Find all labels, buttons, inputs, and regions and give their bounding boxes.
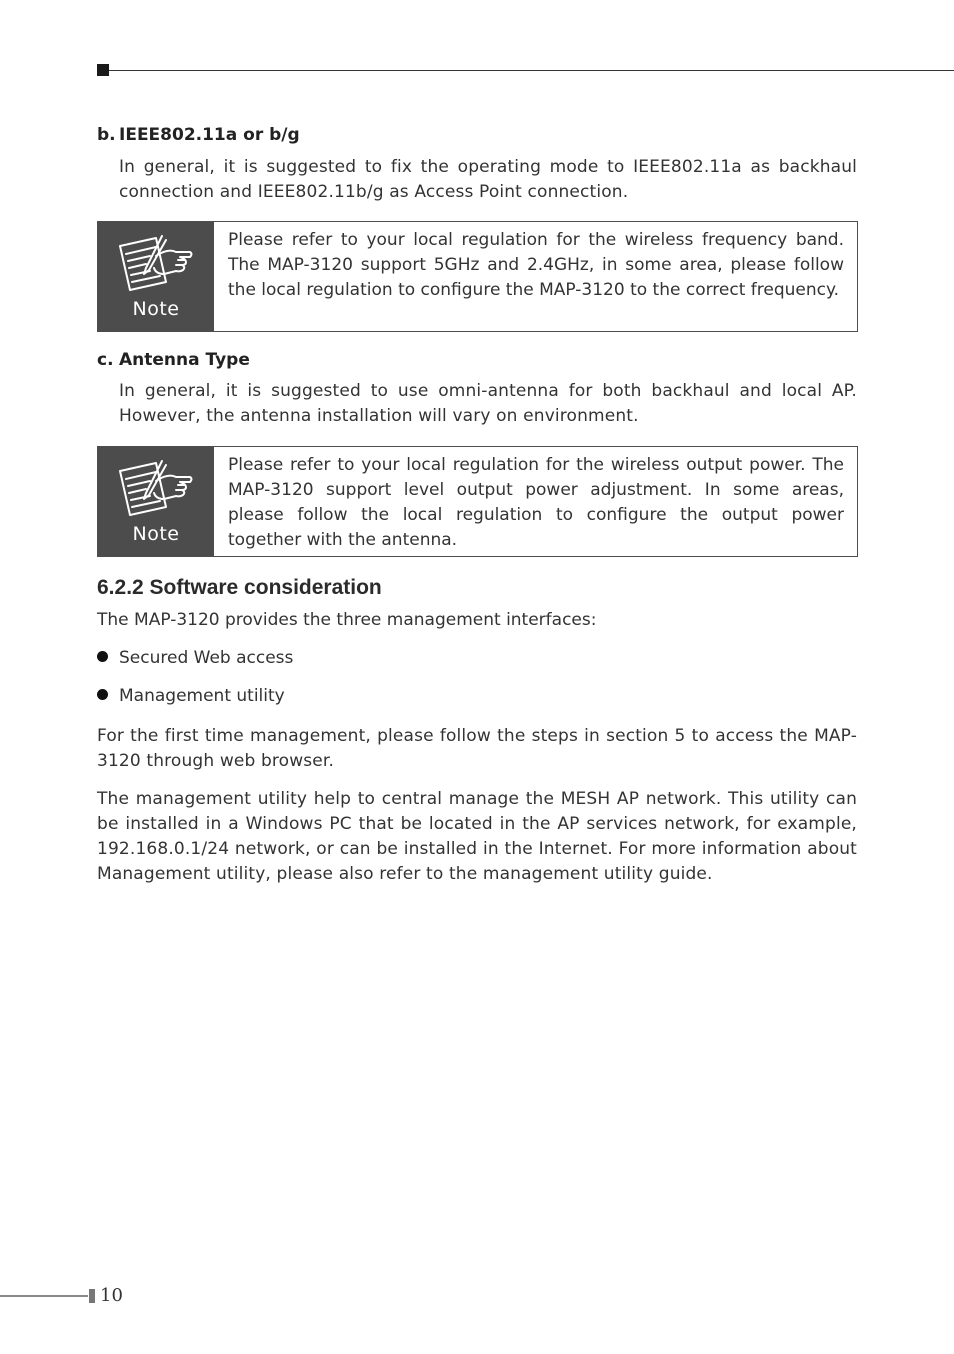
- section-b-marker: b.: [97, 125, 116, 145]
- section-b-body: In general, it is suggested to fix the operating mode to IEEE802.11a as backhaul connection and IEEE802.11b/g as Access Point connection.: [119, 157, 857, 202]
- note-text: Please refer to your local regulation for the wireless frequency band. The MAP-3120 support 5GHz and 2.4GHz, in some area, please follow the local regulation to configure the MAP-3120 to the correct frequency.: [228, 230, 844, 300]
- header-rule: [109, 70, 954, 71]
- note-sidebar: [98, 447, 214, 556]
- list-item: [97, 648, 293, 668]
- note-label: Note: [132, 523, 180, 545]
- note-hand-writing-icon: [116, 459, 196, 517]
- header-square-marker: [97, 64, 109, 76]
- footer-rule: [0, 1295, 88, 1297]
- note-sidebar: [98, 222, 214, 331]
- software-intro: The MAP-3120 provides the three management interfaces:: [97, 610, 597, 630]
- bullet-dot-icon: [97, 689, 108, 700]
- list-item-label: Secured Web access: [119, 648, 294, 668]
- section-title-software: 6.2.2 Software consideration: [97, 576, 382, 599]
- section-c-title: Antenna Type: [119, 350, 250, 370]
- section-b-title: IEEE802.11a or b/g: [119, 125, 300, 145]
- section-c-body: In general, it is suggested to use omni-antenna for both backhaul and local AP. However, the antenna installation will vary on environment.: [119, 381, 857, 426]
- note-label: Note: [132, 298, 180, 320]
- management-utility-paragraph: The management utility help to central manage the MESH AP network. This utility can be installed in a Windows PC that be located in the AP services network, for example, 192.168.0.1/24 network, or can be installed in the Internet. For more information about Management utility, please also refer to the management utility guide.: [97, 789, 857, 884]
- note-hand-writing-icon: [116, 234, 196, 292]
- first-time-management-paragraph: For the first time management, please follow the steps in section 5 to access the MAP-3120 through web browser.: [97, 726, 857, 771]
- note-box-frequency: [97, 221, 858, 332]
- section-c-heading: [97, 350, 250, 370]
- footer-marker: [89, 1289, 95, 1303]
- section-b-heading: [97, 125, 300, 145]
- list-item-label: Management utility: [119, 686, 285, 706]
- note-text: Please refer to your local regulation for the wireless output power. The MAP-3120 support level output power adjustment. In some areas, please follow the local regulation to configure the output power together with the antenna.: [228, 455, 844, 550]
- bullet-dot-icon: [97, 651, 108, 662]
- note-box-output-power: [97, 446, 858, 557]
- page-number: 10: [100, 1285, 123, 1306]
- section-c-marker: c.: [97, 350, 114, 370]
- list-item: [97, 686, 285, 706]
